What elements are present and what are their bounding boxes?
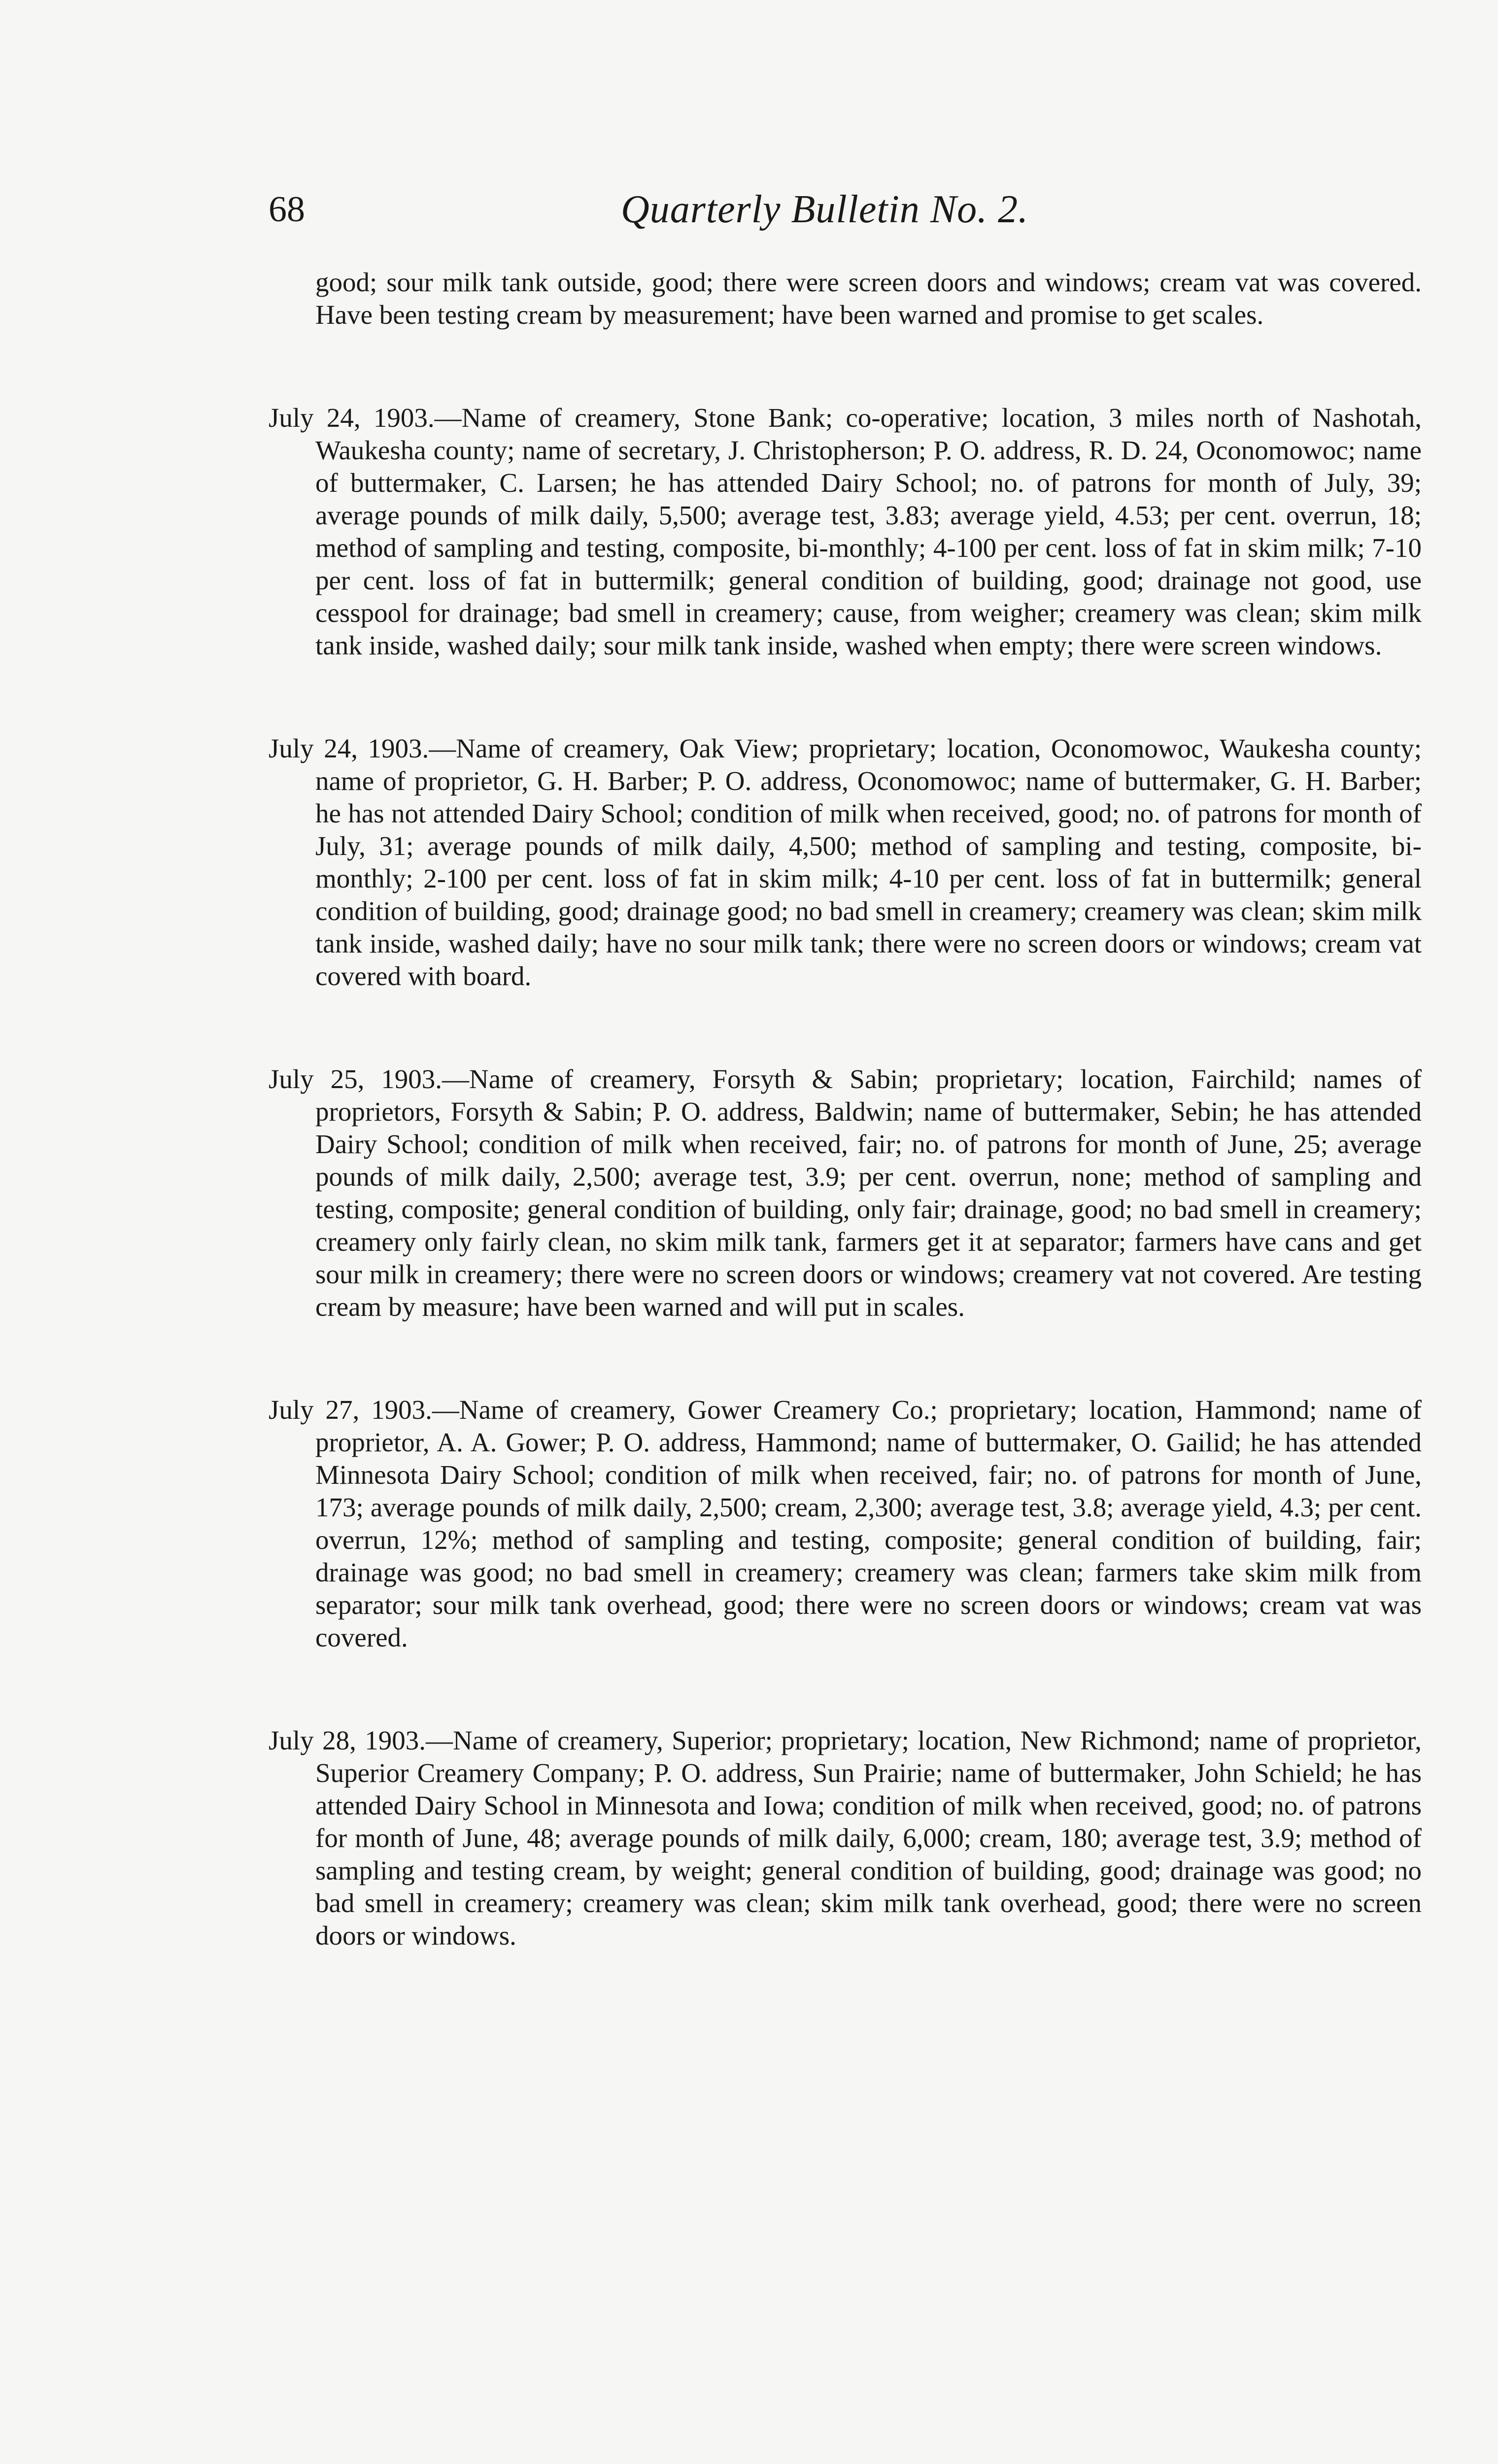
entry-stone-bank: July 24, 1903.—Name of creamery, Stone Bank; co-operative; location, 3 miles north of Nashotah, Waukesha county; name of secretary, J. Christopherson; P. O. address, R. D. 24, Oconomowoc; name of buttermaker, C. Larsen; he has attended Dairy School; no. of patrons for month of July, 39; average pounds of milk daily, 5,500; average test, 3.83; average yield, 4.53; per cent. overrun, 18; method of sampling and testing, composite, bi-monthly; 4-100 per cent. loss of fat in skim milk; 7-10 per cent. loss of fat in buttermilk; general condition of building, good; drainage not good, use cesspool for drainage; bad smell in creamery; cause, from weigher; creamery was clean; skim milk tank inside, washed daily; sour milk tank inside, washed when empty; there were screen windows. [269, 403, 1422, 660]
running-title: Quarterly Bulletin No. 2. [621, 188, 1029, 231]
entry-gower-creamery: July 27, 1903.—Name of creamery, Gower Creamery Co.; proprietary; location, Hammond; name of proprietor, A. A. Gower; P. O. address, Hammond; name of buttermaker, O. Gailid; he has attended Minnesota Dairy School; condition of milk when received, fair; no. of patrons for month of June, 173; average pounds of milk daily, 2,500; cream, 2,300; average test, 3.8; average yield, 4.3; per cent. overrun, 12%; method of sampling and testing, composite; general condition of building, fair; drainage was good; no bad smell in creamery; creamery was clean; farmers take skim milk from separator; sour milk tank overhead, good; there were no screen doors or windows; cream vat was covered. [269, 1395, 1422, 1652]
page-body [269, 266, 1422, 1952]
entry-superior: July 28, 1903.—Name of creamery, Superior; proprietary; location, New Richmond; name of proprietor, Superior Creamery Company; P. O. address, Sun Prairie; name of buttermaker, John Schield; he has attended Dairy School in Minnesota and Iowa; condition of milk when received, good; no. of patrons for month of June, 48; average pounds of milk daily, 6,000; cream, 180; average test, 3.9; method of sampling and testing cream, by weight; general condition of building, good; drainage was good; no bad smell in creamery; creamery was clean; skim milk tank overhead, good; there were no screen doors or windows. [269, 1725, 1422, 1951]
page-header [269, 182, 1422, 241]
page-number: 68 [269, 189, 305, 230]
entry-oak-view: July 24, 1903.—Name of creamery, Oak View; proprietary; location, Oconomowoc, Waukesha county; name of proprietor, G. H. Barber; P. O. address, Oconomowoc; name of buttermaker, G. H. Barber; he has not attended Dairy School; condition of milk when received, good; no. of patrons for month of July, 31; average pounds of milk daily, 4,500; method of sampling and testing, composite, bi-monthly; 2-100 per cent. loss of fat in skim milk; 4-10 per cent. loss of fat in buttermilk; general condition of building, good; drainage good; no bad smell in creamery; creamery was clean; skim milk tank inside, washed daily; have no sour milk tank; there were no screen doors or windows; cream vat covered with board. [269, 733, 1422, 991]
entry-continuation: good; sour milk tank outside, good; there were screen doors and windows; cream vat was covered. Have been testing cream by measurement; have been warned and promise to get scales. [315, 267, 1422, 330]
entry-forsyth-sabin: July 25, 1903.—Name of creamery, Forsyth & Sabin; proprietary; location, Fairchild; names of proprietors, Forsyth & Sabin; P. O. address, Baldwin; name of buttermaker, Sebin; he has attended Dairy School; condition of milk when received, fair; no. of patrons for month of June, 25; average pounds of milk daily, 2,500; average test, 3.9; per cent. overrun, none; method of sampling and testing, composite; general condition of building, only fair; drainage, good; no bad smell in creamery; creamery only fairly clean, no skim milk tank, farmers get it at separator; farmers have cans and get sour milk in creamery; there were no screen doors or windows; creamery vat not covered. Are testing cream by measure; have been warned and will put in scales. [269, 1064, 1422, 1322]
